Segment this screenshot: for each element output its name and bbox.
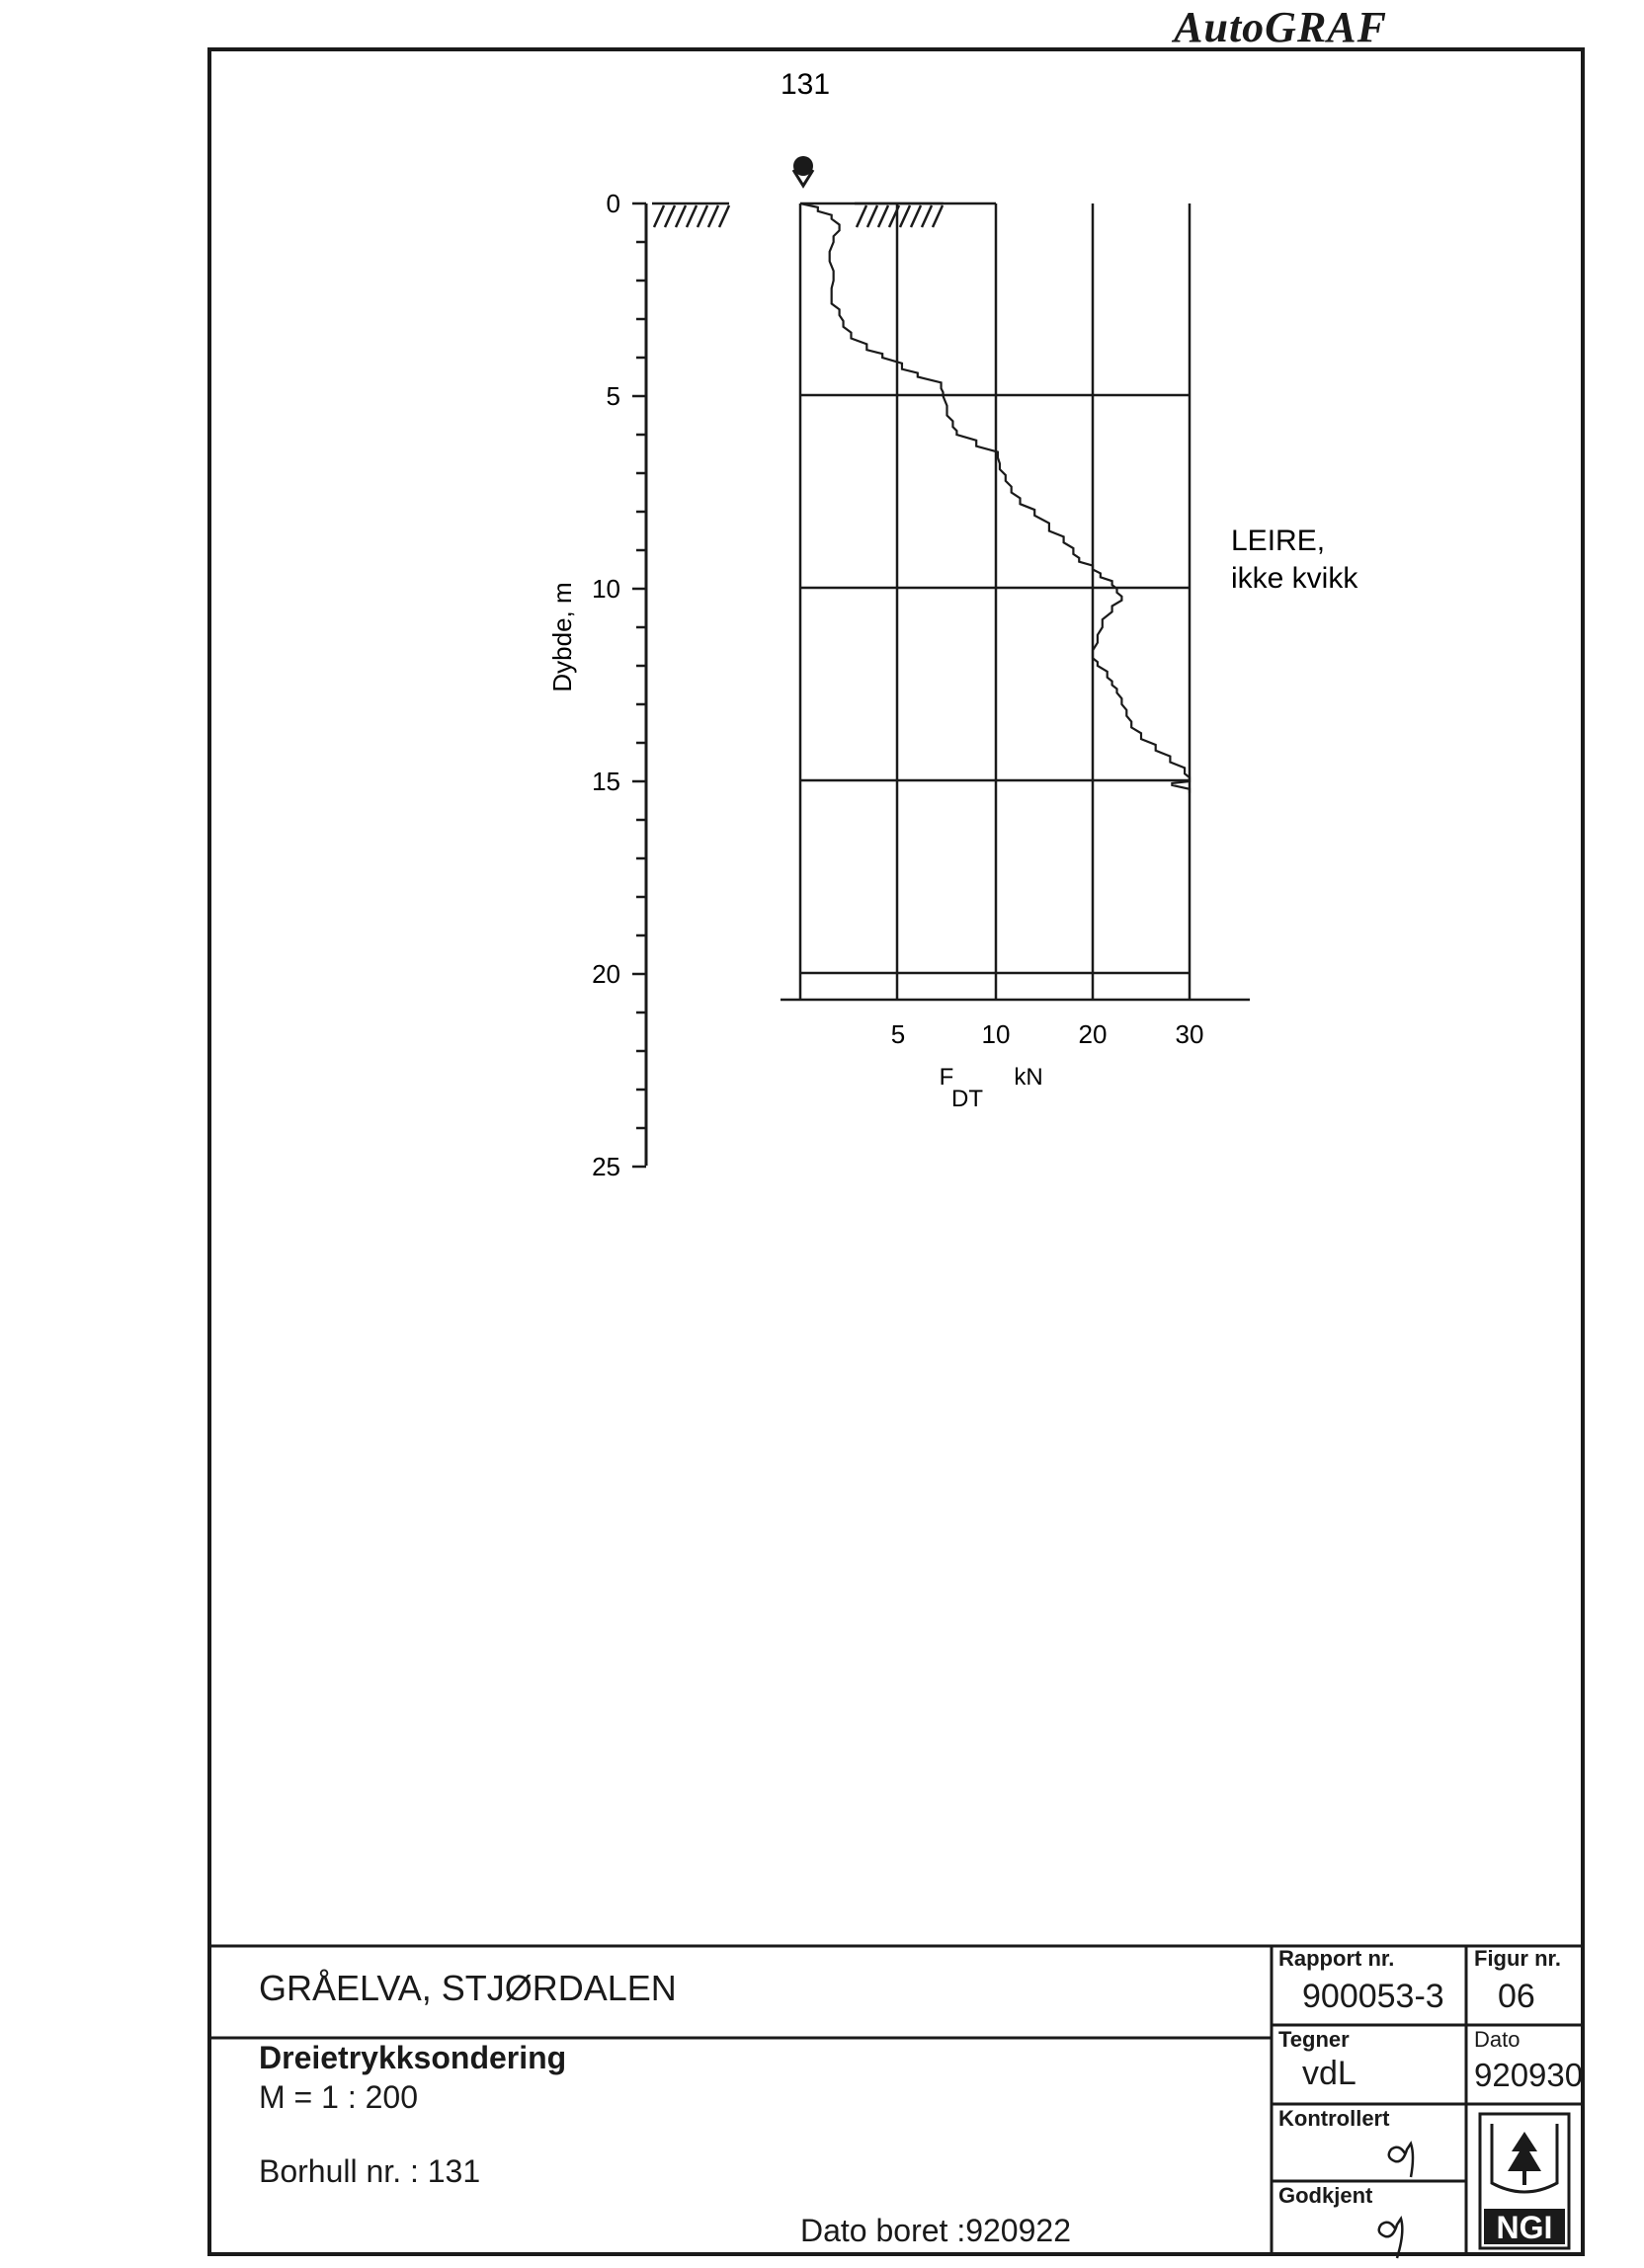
soil-annotation-line2: ikke kvikk bbox=[1231, 562, 1358, 595]
hatch-stroke bbox=[687, 205, 697, 227]
hatch-stroke bbox=[933, 205, 943, 227]
x-axis-unit-main: F bbox=[939, 1064, 954, 1091]
hatch-stroke bbox=[719, 205, 729, 227]
approved-label: Godkjent bbox=[1278, 2183, 1373, 2208]
date-label: Dato bbox=[1474, 2027, 1521, 2052]
ngi-logo-text: NGI bbox=[1496, 2210, 1553, 2245]
depth-tick-label: 0 bbox=[606, 189, 620, 218]
ground-hatch-right bbox=[855, 203, 944, 227]
borehole-label: 131 bbox=[780, 68, 831, 101]
x-tick-label: 20 bbox=[1078, 1019, 1108, 1049]
plot-grid bbox=[781, 203, 1250, 1000]
soil-annotation-line1: LEIRE, bbox=[1231, 525, 1326, 557]
drawer-label: Tegner bbox=[1278, 2027, 1350, 2052]
ground-hatch-left bbox=[652, 203, 729, 227]
hatch-stroke bbox=[911, 205, 921, 227]
drawing-type: Dreietrykksondering bbox=[259, 2040, 567, 2075]
x-axis-unit-kn: kN bbox=[1014, 1064, 1043, 1091]
hatch-stroke bbox=[857, 205, 866, 227]
ngi-logo-icon bbox=[1480, 2114, 1569, 2248]
depth-tick-label: 20 bbox=[592, 959, 620, 989]
drawer-value: vdL bbox=[1302, 2055, 1356, 2092]
figure-value: 06 bbox=[1498, 1978, 1535, 2015]
x-tick-label: 30 bbox=[1175, 1019, 1204, 1049]
report-label: Rapport nr. bbox=[1278, 1946, 1395, 1971]
hatch-stroke bbox=[676, 205, 686, 227]
hatch-stroke bbox=[708, 205, 718, 227]
depth-tick-label: 15 bbox=[592, 767, 620, 796]
checked-label: Kontrollert bbox=[1278, 2106, 1390, 2131]
borehole-marker-icon bbox=[793, 156, 813, 186]
checked-signature bbox=[1389, 2144, 1413, 2177]
x-tick-label: 10 bbox=[981, 1019, 1011, 1049]
depth-axis bbox=[547, 203, 646, 1167]
date-drilled: Dato boret :920922 bbox=[800, 2213, 1071, 2248]
figure-label: Figur nr. bbox=[1474, 1946, 1561, 1971]
x-axis-unit-sub: DT bbox=[951, 1086, 983, 1112]
depth-axis-label: Dybde, m bbox=[547, 582, 577, 692]
project-title: GRÅELVA, STJØRDALEN bbox=[259, 1968, 677, 2008]
depth-tick-label: 10 bbox=[592, 574, 620, 604]
drawing-scale: M = 1 : 200 bbox=[259, 2079, 418, 2115]
hatch-stroke bbox=[665, 205, 675, 227]
hatch-stroke bbox=[654, 205, 664, 227]
brand-title: AutoGRAF bbox=[1174, 3, 1387, 51]
depth-tick-label: 5 bbox=[606, 381, 620, 411]
approved-signature bbox=[1379, 2219, 1403, 2258]
hatch-stroke bbox=[900, 205, 910, 227]
depth-tick-label: 25 bbox=[592, 1152, 620, 1181]
hatch-stroke bbox=[698, 205, 707, 227]
hatch-stroke bbox=[878, 205, 888, 227]
hatch-stroke bbox=[867, 205, 877, 227]
x-axis-unit bbox=[940, 1064, 1043, 1112]
date-value: 920930 bbox=[1474, 2057, 1584, 2093]
hatch-stroke bbox=[922, 205, 932, 227]
borehole-number: Borhull nr. : 131 bbox=[259, 2153, 481, 2189]
x-tick-label: 5 bbox=[890, 1019, 906, 1049]
report-value: 900053-3 bbox=[1302, 1978, 1444, 2015]
